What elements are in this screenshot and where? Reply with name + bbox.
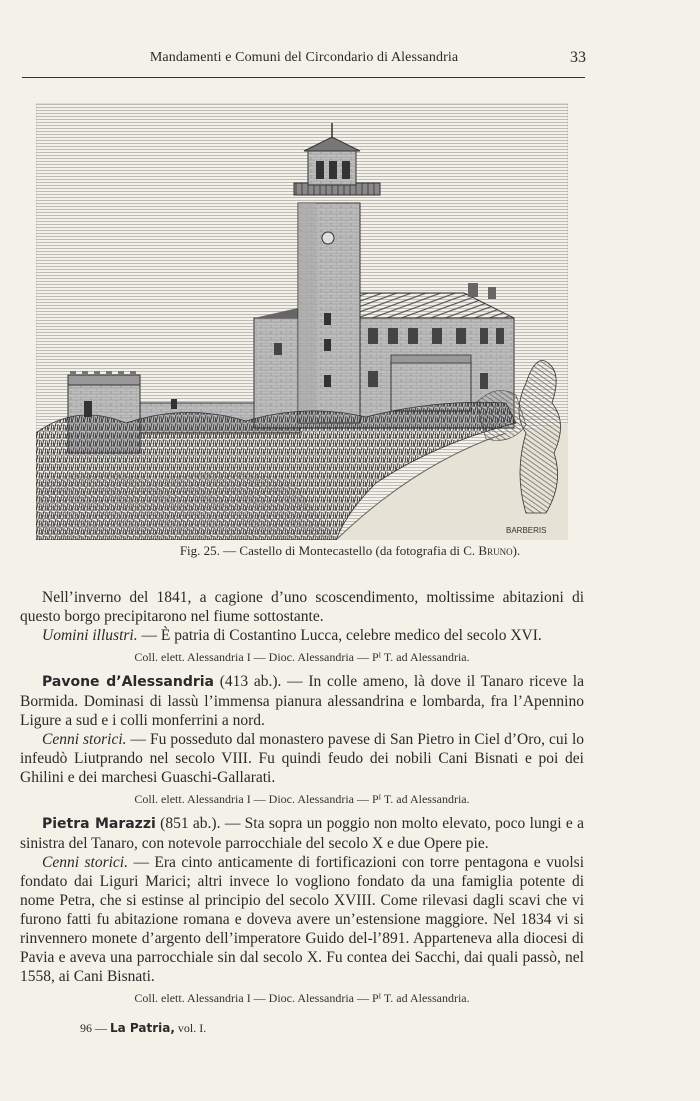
running-header (22, 50, 586, 70)
electoral-note: Coll. elett. Alessandria I — Dioc. Alessandria — Pᴵ T. ad Alessandria. (134, 650, 470, 664)
illustrious-paragraph (20, 626, 584, 645)
engraver-signature: BARBERIS (506, 526, 547, 535)
footer-prefix: 96 — (80, 1021, 107, 1035)
caption-author: Bruno (478, 543, 513, 558)
caption-suffix: ). (512, 543, 521, 558)
caption-prefix: Fig. 25. — Castello di Montecastello (da fotografia di C. (179, 543, 476, 558)
figure-caption (0, 543, 700, 559)
illustrious-text: — È patria di Costantino Lucca, celebre medico del secolo XVI. (137, 627, 542, 644)
intro-section (20, 588, 584, 1013)
page-number: 33 (570, 49, 586, 66)
footer-volume: vol. I. (177, 1021, 207, 1035)
header-rule (22, 77, 585, 78)
page-footer (80, 1021, 206, 1036)
pavone-note: Coll. elett. Alessandria I — Dioc. Alessandria — Pᴵ T. ad Alessandria. (134, 792, 470, 806)
pietra-note: Coll. elett. Alessandria I — Dioc. Alessandria — Pᴵ T. ad Alessandria. (134, 991, 470, 1005)
pietra-description (20, 814, 584, 853)
pietra-history (20, 853, 584, 986)
pietra-text: (851 ab.). — Sta sopra un poggio non molto elevato, poco lungi e a sinistra del Tanaro, con notevole parrocchiale del secolo X e due Opere pie. (20, 815, 585, 852)
illustrious-label: Uomini illustri. (42, 627, 138, 644)
footer-work-title: La Patria, (110, 1021, 175, 1035)
pavone-heading: Pavone d’Alessandria (42, 674, 214, 690)
castle-engraving (36, 103, 568, 540)
pavone-history-label: Cenni storici. (42, 731, 127, 748)
pietra-history-label: Cenni storici. (42, 854, 128, 871)
pavone-history (20, 730, 584, 787)
pavone-history-text: — Fu posseduto dal monastero pavese di San Pietro in Ciel d’Oro, cui lo infeudò Liutprando nel secolo VIII. Fu quindi feudo dei nobili Cani Bisnati e poi dei Ghilini e dei marchesi Guaschi-Gallarati. (20, 731, 585, 786)
pavone-description (20, 672, 584, 730)
running-title: Mandamenti e Comuni del Circondario di Alessandria (149, 50, 459, 65)
pavone-text: (413 ab.). — In colle ameno, là dove il Tanaro riceve la Bormida. Dominasi di lassù l’immensa pianura alessandrina e lombarda, fra l’Apennino Ligure a sud e i colli monferrini a nord. (20, 673, 584, 729)
pietra-history-text: — Era cinto anticamente di fortificazioni con torre pentagona e vuolsi fondato dai Liguri Marici; altri invece lo vogliono fondato da una famiglia potente di nome Petra, che si estinse al principio del secolo XVIII. Come rilevasi dagli scavi che vi furono fatti fu abitazione romana e doveva avere un’estensione maggiore. Nel 1834 vi si rinvennero monete d’argento dell’imperatore Guido del-l’891. Apparteneva alla diocesi di Pavia e aveva una parrocchiale sin dal secolo X. Fu contea dei Sacchi, dai quali passò, nel 1558, ai Cani Bisnati. (20, 854, 585, 985)
intro-paragraph: Nell’inverno del 1841, a cagione d’uno scoscendimento, moltissime abitazioni di questo borgo precipitarono nel fiume sottostante. (20, 589, 584, 625)
castle-illustration (36, 103, 568, 540)
pietra-heading: Pietra Marazzi (42, 816, 156, 832)
